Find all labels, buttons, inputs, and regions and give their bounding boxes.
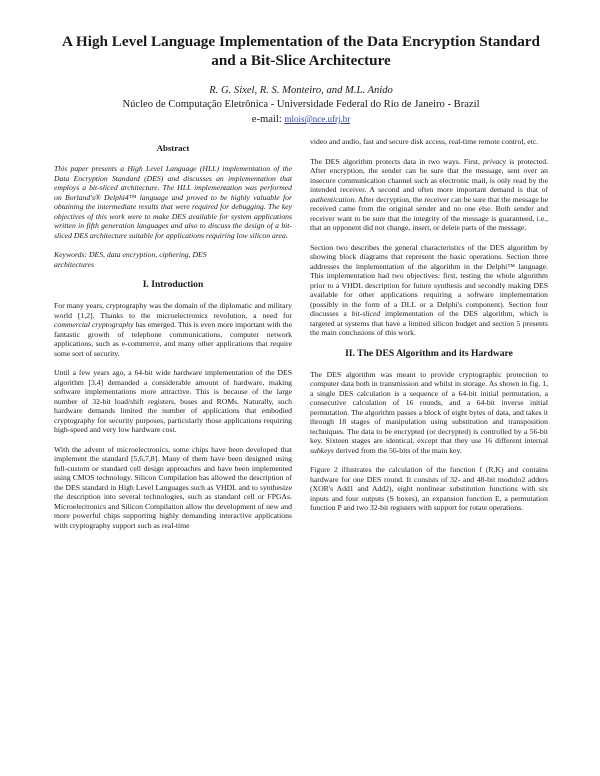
text-run: derived from the 56-bits of the main key. [333, 445, 462, 455]
title-line-2: and a Bit-Slice Architecture [211, 52, 391, 69]
emphasis-text: commercial cryptography [54, 320, 134, 329]
title-line-1: A High Level Language Implementation of the Data Encryption Standard [61, 33, 540, 50]
text-run: The DES algorithm protects data in two ways. First, [310, 156, 483, 166]
text-run: The DES algorithm was meant to provide cryptographic protection to computer data both in transmission and whilst in storage. As shown in fig. 1, a single DES calculation is a sequence of a 64-bit initial permutation, a consecutive calculation of 16 rounds, and a 64-bit inverse initial permutation. The algorithm passes a block of eight bytes of data, and takes it through 18 stages of manipulation using substitution and transposition techniques. The data to be encrypted (or decrypted) is controlled by a 56-bit key. Sixteen stages are identical, except that they use 16 different internal [310, 369, 548, 445]
emphasis-text: privacy [483, 156, 507, 166]
text-run: For many years, cryptography was the domain of the diplomatic and military world [1,2]. Thanks to the microelectronics revolution, a need for [54, 301, 292, 320]
right-paragraph-2 [310, 243, 548, 338]
emphasis-text: authentication [310, 194, 355, 204]
intro-paragraph-2: Until a few years ago, a 64-bit wide hardware implementation of the DES algorithm [3,4] demanded a considerable amount of hardware, making software implementations more attractive. This is because of the large number of 32-bit load/shift registers, buses and ROMs. Naturally, such hardware demands limited the number of applications that embodied cryptography for security purposes, particularly those applications requiring high-speed and very low hardware cost. [54, 368, 292, 434]
right-paragraph-1 [310, 157, 548, 233]
email-link[interactable]: mlois@nce.ufrj.br [284, 114, 351, 124]
section-heading-des-algorithm: II. The DES Algorithm and its Hardware [345, 347, 513, 359]
emphasis-text: bit-sliced [351, 309, 381, 318]
right-paragraph-0: video and audio, fast and secure disk access, real-time remote control, etc. [310, 137, 539, 146]
keywords-line-2: architectures [54, 259, 94, 269]
text-run: is protected. After encryption, the sender can be sure that the message, sent over an insecure communication channel such as electronic mail, is only read by the intended receiver. A second and often more important demand is that of [310, 156, 548, 194]
text-run: has emerged. This is even more important with the fantastic growth of telephone communications, computer network applications, such as e-commerce, and many other applications that require some sort of security. [54, 320, 292, 358]
text-run: Section two describes the general characteristics of the DES algorithm by showing block diagrams that represent the basic operations. Section three addresses the implementation of the algorithm in the Delphi™ language. This implementation had two objectives: first, testing the whole algorithm prior to a VHDL description for future synthesis and secondly making DES available for other applications requiring a software implementation (possibly in the form of a DLL or a Delphi's component). Section four discusses a [310, 242, 548, 318]
abstract-text: This paper presents a High Level Language (HLL) implementation of the Data Encryption Standard (DES) and discusses an implementation that employs a bit-sliced architecture. The HLL implementation was performed on Borland's® Delphi4™ language and proved to be highly valuable for obtaining the intermediate results that were required for debugging. The key objectives of this work were to make DES available for system applications written in fifth generation languages and also to discuss the design of a bit-sliced DES architecture suitable for applications requiring low silicon area. [54, 164, 292, 240]
affiliation: Núcleo de Computação Eletrônica - Universidade Federal do Rio de Janeiro - Brazil [122, 99, 480, 110]
text-run: . After decryption, the receiver can be sure that the message he received came from the original sender and no one else. Both sender and receiver want to be sure that the integrity of the message is guaranteed, i.e., that an opponent did not change, insert, or delete parts of the message. [310, 194, 548, 232]
body-columns [54, 137, 548, 540]
section2-paragraph-2: Figure 2 illustrates the calculation of the function f (R,K) and contains hardware for one DES round. It consists of 32- and 48-bit modulo2 adders (XOR's Add1 and Add2), eight nonlinear substitution functions with six inputs and four outputs (S boxes), an expansion function E, a permutation function P and two 32-bit registers with support for rotate operations. [310, 465, 548, 512]
intro-paragraph-1 [54, 301, 292, 358]
emphasis-text: subkeys [310, 445, 334, 455]
email-label: e-mail: [251, 114, 282, 125]
section2-paragraph-1 [310, 370, 548, 456]
right-column [310, 137, 548, 540]
keywords [54, 250, 292, 269]
text-run: implementation of the DES algorithm, which is targeted at systems that have a limited silicon budget and section 5 presents the main conclusions of this work. [310, 309, 549, 337]
paper-title [54, 32, 548, 70]
section-heading-introduction: I. Introduction [142, 279, 204, 290]
intro-paragraph-3: With the advent of microelectronics, some chips have been developed that implement the standard [5,6,7,8]. Many of them have been designed using full-custom or standard cell design approaches and have been implemented using CMOS technology. Silicon Compilation has allowed the description of the DES standard in High Level Languages such as VHDL and to synthesize the description into several technologies, such as standard cell or FPGAs. Microelectronics and Silicon Compilation allow the development of new and more powerful chips supporting highly demanding interactive applications with cryptography support such as real-time [54, 444, 292, 530]
authors: R. G. Sixel, R. S. Monteiro, and M.L. Anido [209, 85, 393, 96]
abstract-heading: Abstract [156, 143, 190, 153]
email-line [54, 112, 548, 127]
keywords-line-1: Keywords: DES, data encryption, ciphering, DES [54, 250, 207, 259]
left-column [54, 137, 292, 540]
